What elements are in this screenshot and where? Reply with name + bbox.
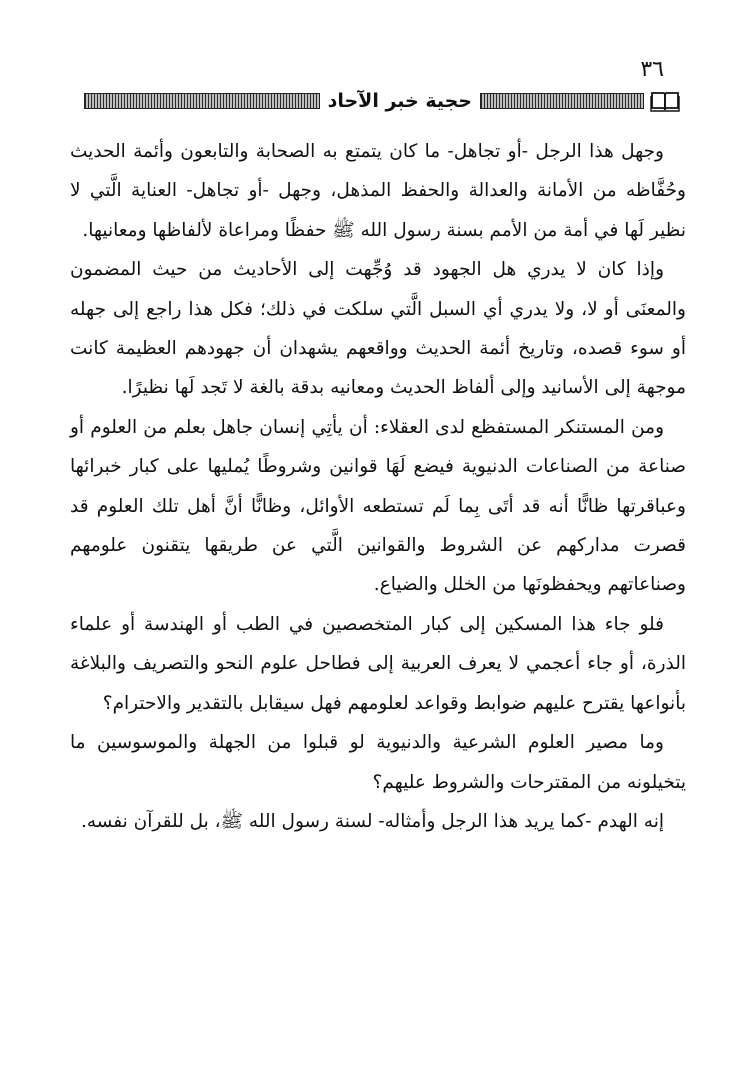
header-ornament-left xyxy=(84,93,320,109)
paragraph: إنه الهدم -كما يريد هذا الرجل وأمثاله- لسنة رسول الله ﷺ، بل للقرآن نفسه. xyxy=(80,810,664,832)
open-book-icon xyxy=(650,90,680,112)
paragraph: ومن المستنكر المستفظع لدى العقلاء: أن يأتِي إنسان جاهل بعلم من العلوم أو صناعة من الصناعات الدنيوية فيضع لَهَا قوانين وشروطًا يُمليها على كبار خبرائها وعباقرتها ظانًّا أنه قد أتَى بِما لَم تستطعه الأوائل، وظانًّا أنَّ أهل تلك العلوم قد قصرت مداركهم عن الشروط والقوانين الَّتي عن طريقها يتقنون علومهم وصناعاتهم ويحفظونَها من الخلل والضياع. xyxy=(70,416,686,596)
running-header xyxy=(80,88,680,114)
paragraph: وما مصير العلوم الشرعية والدنيوية لو قبلوا من الجهلة والموسوسين ما يتخيلونه من المقترحات والشروط عليهم؟ xyxy=(70,732,686,793)
running-title: حجية خبر الآحاد xyxy=(327,90,472,112)
paragraph: وجهل هذا الرجل -أو تجاهل- ما كان يتمتع به الصحابة والتابعون وأئمة الحديث وحُفَّاظه من الأمانة والعدالة والحفظ المذهل، وجهل -أو تجاهل- العناية الَّتي لا نظير لَها في أمة من الأمم بسنة رسول الله ﷺ حفظًا ومراعاة لألفاظها ومعانيها. xyxy=(70,141,686,241)
page-body xyxy=(70,132,686,841)
page-number: ٣٦ xyxy=(640,57,664,82)
paragraph: فلو جاء هذا المسكين إلى كبار المتخصصين في الطب أو الهندسة أو علماء الذرة، أو جاء أعجمي لا يعرف العربية إلى فطاحل علوم النحو والتصريف والبلاغة بأنواعها يقترح عليهم ضوابط وقواعد لعلومهم فهل سيقابل بالتقدير والاحترام؟ xyxy=(70,613,686,714)
paragraph: وإذا كان لا يدري هل الجهود قد وُجِّهت إلى الأحاديث من حيث المضمون والمعنَى أو لا، ولا يدري أي السبل الَّتي سلكت في ذلك؛ فكل هذا راجع إلى جهله أو سوء قصده، وتاريخ أئمة الحديث وواقعهم يشهدان أن جهودهم العظيمة كانت موجهة إلى الأسانيد وإلى ألفاظ الحديث ومعانيه بدقة بالغة لا تَجد لَها نظيرًا. xyxy=(70,259,686,399)
header-ornament-right xyxy=(480,93,644,109)
